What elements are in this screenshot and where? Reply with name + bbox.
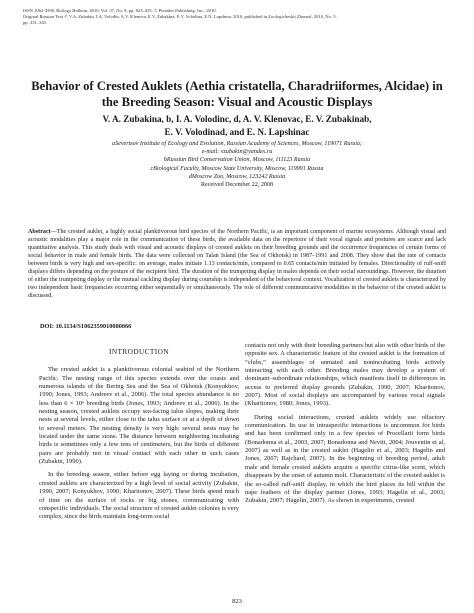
doi: DOI: 10.1134/S1062359010080066 xyxy=(40,323,132,330)
paragraph: During social interactions, crested auklets widely use olfactory communication. Its use in intraspecific interactions is uncommon for birds and has been confirmed only in a few species of Procellarii form birds (Bonadonna et al., 2003, 2007; Bonadonna and Nevitt, 2004; Jouventin et al, 2007) as well as in the crested auklet (Hagelin et al., 2003; Hagelin and Jones, 2007; Rajchard, 2007). In the beginning of breeding period, adult male and female crested auklets acquire a specific citrus-like scent, which disappears by the onset of autumn molt. Characteristic of the crested auklet is the so-called ruff-sniff display, in which the bird places its bill within the nape feathers of the display partner (Jones, 1993; Hagelin et al., 2003; Zubakin, 2007; Hagelin, 2007). As shown in experiments, crested xyxy=(245,413,445,505)
paragraph: The crested auklet is a planktivorous colonial seabird of the Northern Pacific. The nesting range of this species extends over the coasts and numerous islands of the Bering Sea and the Sea of Okhotsk (Konyukhov, 1990; Jones, 1993; Andreev et al., 2006). The total species abundance is no less than 6 × 10⁶ breeding birds (Jones, 1993; Andreev et al., 2006). In the nesting season, crested auklets occupy sea-facing talus slopes, making their nests at several levels, either close to the talus surface or at a depth of down to several meters. The nesting density is very high: several nests may be located under the same stone. The distance between neighboring incubating birds is sometimes only a few tens of centimeters, but the birds of different pairs are probably not in visual contact with each other in such cases (Zubakin, 1990). xyxy=(39,366,239,466)
affiliation: cBiological Faculty, Moscow State University, Moscow, 119991 Russia xyxy=(150,165,324,172)
affiliation-email: e-mail: vzubakin@yandex.ru xyxy=(201,149,273,156)
abstract-label: Abstract xyxy=(28,229,51,235)
header-line: ISSN 1062-3590, Biology Bulletin, 2010, Vol. 37, No. 8, pp. 823–835. © Pleiades Publishing, Inc., 2010. xyxy=(23,8,217,13)
header-line: pp. 331–345. xyxy=(23,20,48,26)
right-column xyxy=(245,342,445,511)
paragraph: contacts not only with their breeding partners but also with other birds of the opposite sex. A characteristic feature of the crested auklet is the formation of “clubs,” assemblages of unmated and nonincubating birds actively interacting with each other. Breeding males may develop a system of dominant–subordinate relationships, which manifests itself in differences in access to preferred display grounds (Zubakin, 1990, 2007; Kharitonov, 2007). Most of social displays are accompanied by various vocal signals (Kharitonov, 1980; Jones, 1993). xyxy=(245,342,445,408)
header-line: Original Russian Text © V.A. Zubakin, I.A. Volodin, A.V. Klenova, E.V. Zubakina, E.V. Volodina, E.N. Lapshina, 2010, published in Zoologicheskii Zhurnal, 2010, No. 5, xyxy=(23,14,337,20)
left-column xyxy=(39,342,239,527)
author-list xyxy=(30,113,444,138)
article-title: Behavior of Crested Auklets (Aethia cristatella, Charadriiformes, Alcidae) in the Breeding Season: Visual and Acoustic Displays xyxy=(31,79,443,109)
affiliations xyxy=(30,140,444,189)
author-line: V. A. Zubakina, b, I. A. Volodinc, d, A. V. Klenovac, E. V. Zubakinab, xyxy=(102,114,372,124)
journal-header xyxy=(23,8,453,27)
abstract xyxy=(28,228,446,300)
affiliation: aSevertsov Institute of Ecology and Evolution, Russian Academy of Sciences, Moscow, 119071 Russia; xyxy=(112,141,362,147)
author-line: E. V. Volodinad, and E. N. Lapshinac xyxy=(164,126,310,137)
section-heading: INTRODUCTION xyxy=(109,347,169,356)
page-number: 823 xyxy=(232,598,242,605)
affiliation: bRussian Bird Conservation Union, Moscow, 111123 Russia xyxy=(163,157,311,164)
paragraph: In the breeding season, either before egg laying or during incubation, crested auklets are characterized by a high level of social activity (Zubakin, 1990, 2007; Konyukhov, 1990; Kharitonov, 2007). These birds spend much of time on the surface of rocks or big stones, communicating with conspecific individuals. The social structure of crested auklet colonies is very complex, since the birds maintain long-term social xyxy=(39,471,239,521)
abstract-text: —The crested auklet, a highly social planktivorous bird species of the Northern Pacific, is an important component of marine ecosystems. Although visual and acoustic modalities play a major role in the communication of these birds, the available data on the repertoire of their vocal signals and postures are scarce and lack quantitative analysis. This study deals with visual and acoustic displays of crested auklets on their breeding grounds and the occurrence frequencies of certain forms of social behavior in male and female birds. The data were collected on Talan Island (the Sea of Okhotsk) in 1987–1991 and 2008. They show that the rate of contacts between birds is very high and sex-specific: on average, males initiate 1.13 contacts/min, compared to 0.65 contacts/min initiated by females. Directionality of ruff-sniff displays differs depending on the posture of the recipient bird. The duration of the trumpeting display in males depends on their social surroundings. However, the duration of either the trumpeting display or the mutual cackling display during courtship is independent of the behavioral context. Vocalization of crested auklets is characterized by two independent basic frequencies occurring either sequentially or simultaneously. The role of different communicative modalities in the behavior of the crested auklet is discussed. xyxy=(28,229,446,300)
received-date: Received December 22, 2008 xyxy=(200,182,274,189)
affiliation: dMoscow Zoo, Moscow, 123242 Russia xyxy=(188,173,286,180)
